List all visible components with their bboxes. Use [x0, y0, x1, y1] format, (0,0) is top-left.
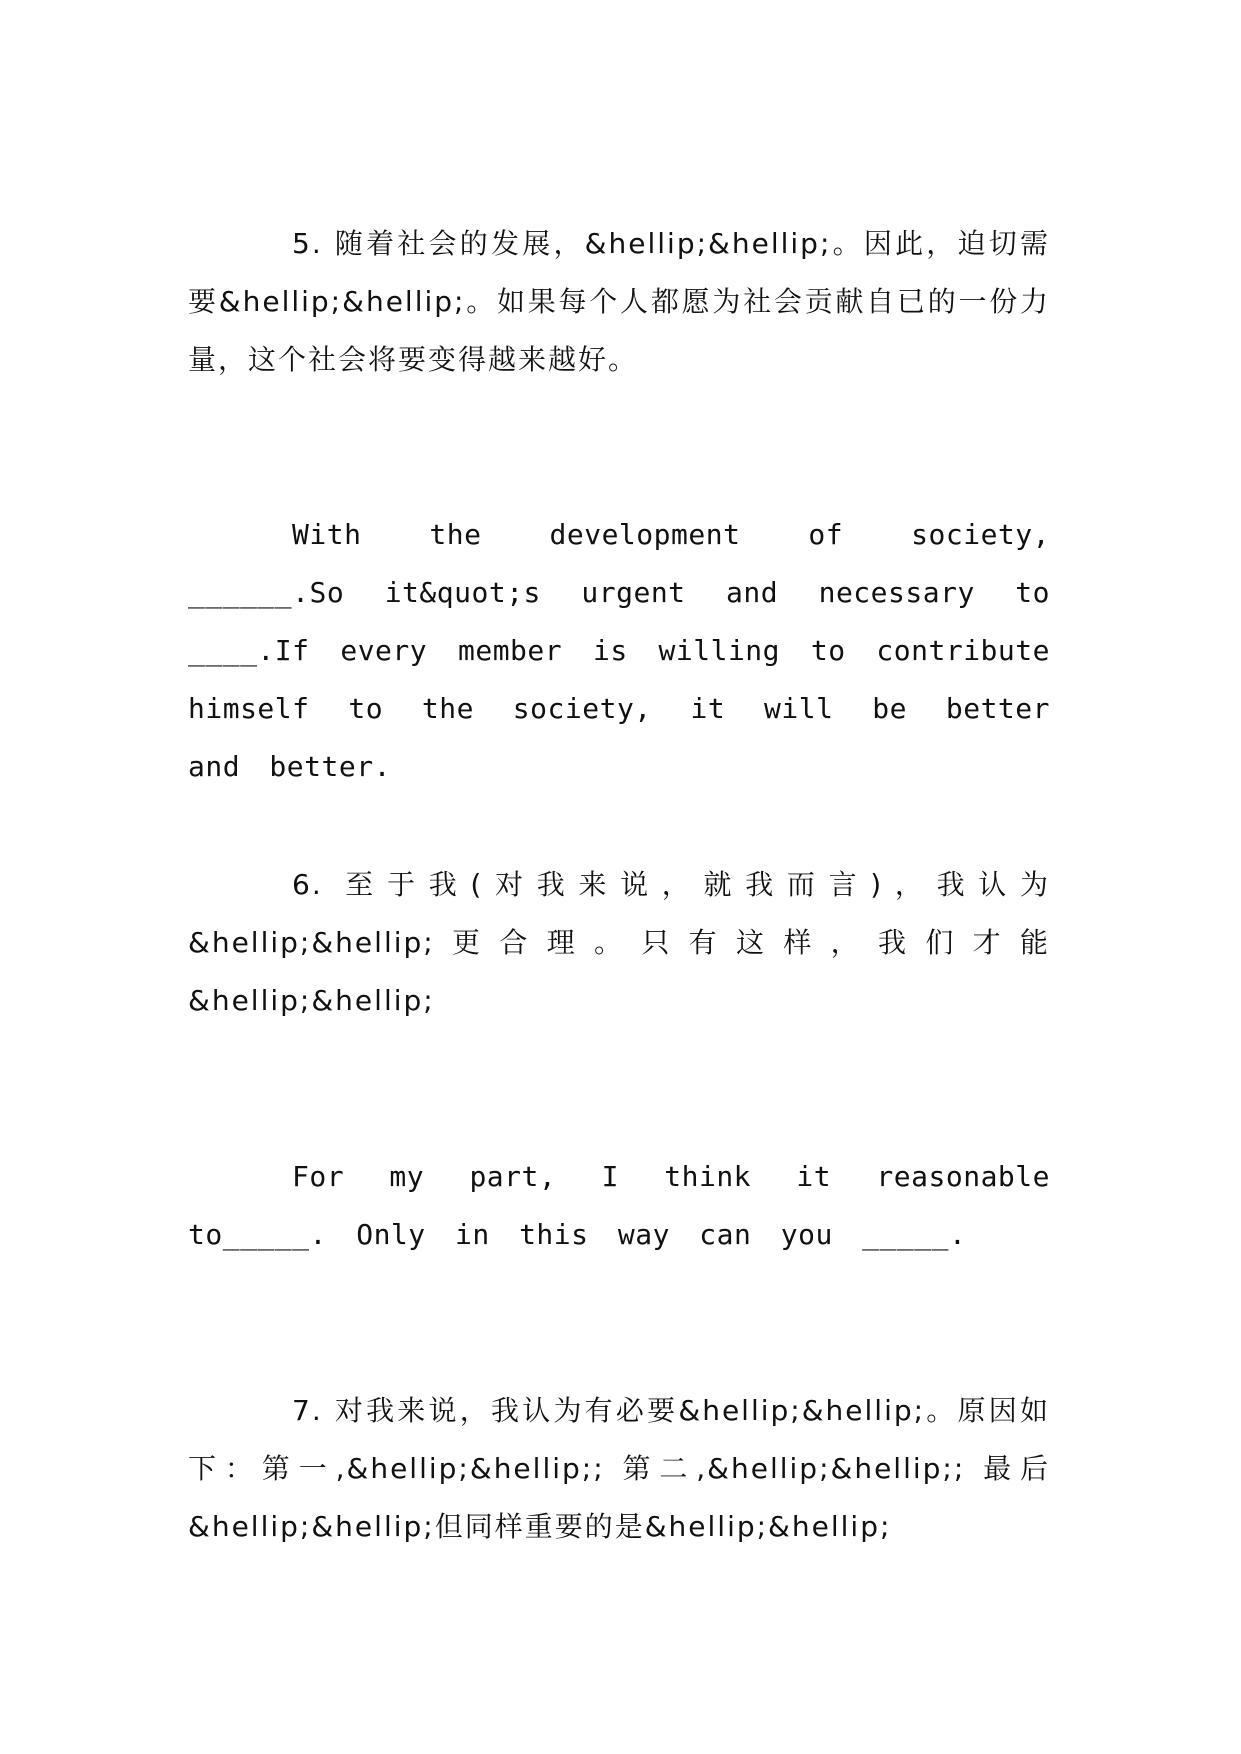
- paragraph-5-english: With the development of society, ______.So it&quot;s urgent and necessary to ____.If every member is willing to contribute himself to the society, it will be better and better.: [188, 518, 1050, 783]
- paragraph-7-chinese: 7. 对我来说，我认为有必要&hellip;&hellip;。原因如下：第一,&hellip;&hellip;; 第二,&hellip;&hellip;; 最后&hellip;&hellip;但同样重要的是&hellip;&hellip;: [188, 1394, 1050, 1543]
- paragraph-5-chinese: 5. 随着社会的发展，&hellip;&hellip;。因此，迫切需要&hellip;&hellip;。如果每个人都愿为社会贡献自已的一份力量，这个社会将要变得越来越好。: [188, 227, 1050, 376]
- paragraph-6-chinese: 6. 至于我(对我来说，就我而言)，我认为&hellip;&hellip;更合理。只有这样，我们才能&hellip;&hellip;: [188, 868, 1050, 1017]
- paragraph-6-english: For my part, I think it reasonable to_____. Only in this way can you _____.: [188, 1160, 1050, 1251]
